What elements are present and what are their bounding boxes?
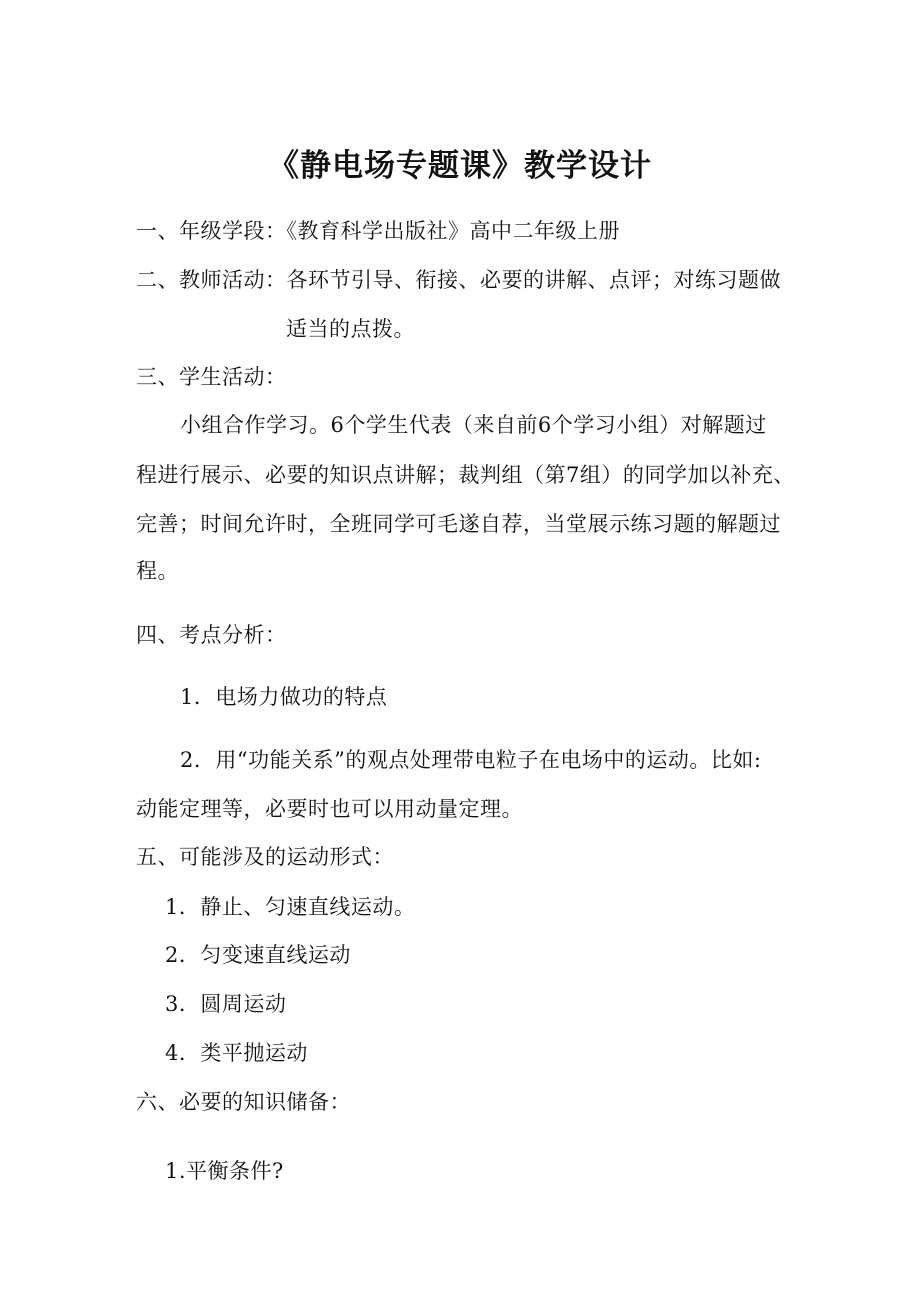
section-student-heading: 三、学生活动： [136,365,287,389]
section-knowledge-heading: 六、必要的知识储备： [136,1090,351,1114]
student-paragraph-line4: 程。 [136,559,179,583]
section-grade: 一、年级学段：《教育科学出版社》高中二年级上册 [136,219,620,243]
document-title: 《静电场专题课》教学设计 [268,148,652,184]
motion-item-2: 2．匀变速直线运动 [165,943,351,967]
student-paragraph-line2: 程进行展示、必要的知识点讲解；裁判组（第7组）的同学加以补充、 [136,463,795,487]
knowledge-item-1: 1.平衡条件? [165,1159,284,1183]
section-motion-heading: 五、可能涉及的运动形式： [136,845,394,869]
motion-item-3: 3．圆周运动 [165,992,287,1016]
motion-item-4: 4．类平抛运动 [165,1041,308,1065]
section-teacher-line2: 适当的点拨。 [286,317,415,341]
exam-item-2-line1: 2．用“功能关系”的观点处理带电粒子在电场中的运动。比如: [180,748,762,772]
exam-item-2-line2: 动能定理等，必要时也可以用动量定理。 [136,797,523,821]
section-teacher-line1: 二、教师活动：各环节引导、衔接、必要的讲解、点评；对练习题做 [136,268,781,292]
student-paragraph-line1: 小组合作学习。6个学生代表（来自前6个学习小组）对解题过 [180,413,767,437]
motion-item-1: 1．静止、匀速直线运动。 [165,895,416,919]
student-paragraph-line3: 完善；时间允许时，全班同学可毛遂自荐，当堂展示练习题的解题过 [136,512,781,536]
section-exam-heading: 四、考点分析： [136,623,287,647]
exam-item-1: 1．电场力做功的特点 [180,685,388,709]
